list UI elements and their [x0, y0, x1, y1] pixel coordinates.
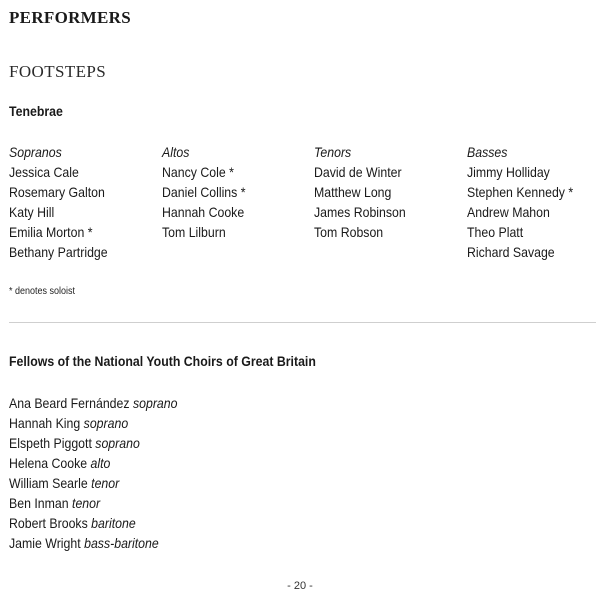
section-divider	[9, 322, 596, 323]
list-item	[9, 533, 177, 553]
fellow-name: Hannah King	[9, 415, 81, 431]
fellow-name: Ana Beard Fernández	[9, 395, 130, 411]
fellows-list	[9, 393, 200, 553]
fellow-role: bass-baritone	[84, 535, 159, 551]
member-name: Matthew Long	[314, 184, 392, 200]
voice-column-basses	[467, 142, 600, 262]
member-name: Bethany Partridge	[9, 244, 108, 260]
list-item	[9, 493, 177, 513]
fellow-role: soprano	[132, 395, 178, 411]
fellow-role: alto	[90, 455, 111, 471]
fellows-title: Fellows of the National Youth Choirs of Great Britain	[9, 353, 316, 369]
fellow-role: soprano	[83, 415, 129, 431]
member-name: Andrew Mahon	[467, 204, 550, 220]
member-name: Emilia Morton *	[9, 224, 93, 240]
voice-heading: Basses	[467, 144, 508, 160]
voice-column-altos	[162, 142, 312, 242]
member-name: Stephen Kennedy *	[467, 184, 574, 200]
member-name: Tom Lilburn	[162, 224, 226, 240]
fellow-name: Jamie Wright	[9, 535, 81, 551]
member-name: Tom Robson	[314, 224, 384, 240]
list-item	[9, 393, 177, 413]
member-name: Hannah Cooke	[162, 204, 245, 220]
member-name: Richard Savage	[467, 244, 555, 260]
voice-heading: Tenors	[314, 144, 352, 160]
fellow-role: soprano	[95, 435, 140, 451]
fellow-name: Helena Cooke	[9, 455, 88, 471]
list-item	[9, 513, 177, 533]
member-name: Theo Platt	[467, 224, 524, 240]
page-number: - 20 -	[287, 580, 313, 592]
member-name: Jessica Cale	[9, 164, 79, 180]
list-item	[9, 473, 177, 493]
fellow-name: William Searle	[9, 475, 88, 491]
member-name: James Robinson	[314, 204, 406, 220]
ensemble-name: Tenebrae	[9, 103, 63, 119]
member-name: Katy Hill	[9, 204, 55, 220]
fellow-name: Ben Inman	[9, 495, 69, 511]
voice-columns	[9, 142, 600, 272]
member-name: Nancy Cole *	[162, 164, 234, 180]
soloist-note: * denotes soloist	[9, 286, 76, 297]
member-name: David de Winter	[314, 164, 402, 180]
fellow-role: tenor	[91, 475, 120, 491]
list-item	[9, 413, 177, 433]
fellow-name: Robert Brooks	[9, 515, 88, 531]
member-name: Daniel Collins *	[162, 184, 246, 200]
voice-heading: Sopranos	[9, 144, 62, 160]
voice-column-tenors	[314, 142, 464, 242]
member-name: Jimmy Holliday	[467, 164, 550, 180]
list-item	[9, 453, 177, 473]
fellow-name: Elspeth Piggott	[9, 435, 92, 451]
fellow-role: tenor	[72, 495, 101, 511]
list-item	[9, 433, 177, 453]
member-name: Rosemary Galton	[9, 184, 105, 200]
voice-heading: Altos	[162, 144, 190, 160]
section-heading: FOOTSTEPS	[9, 62, 107, 81]
voice-column-sopranos	[9, 142, 159, 262]
page-heading: PERFORMERS	[9, 8, 131, 27]
fellow-role: baritone	[91, 515, 136, 531]
